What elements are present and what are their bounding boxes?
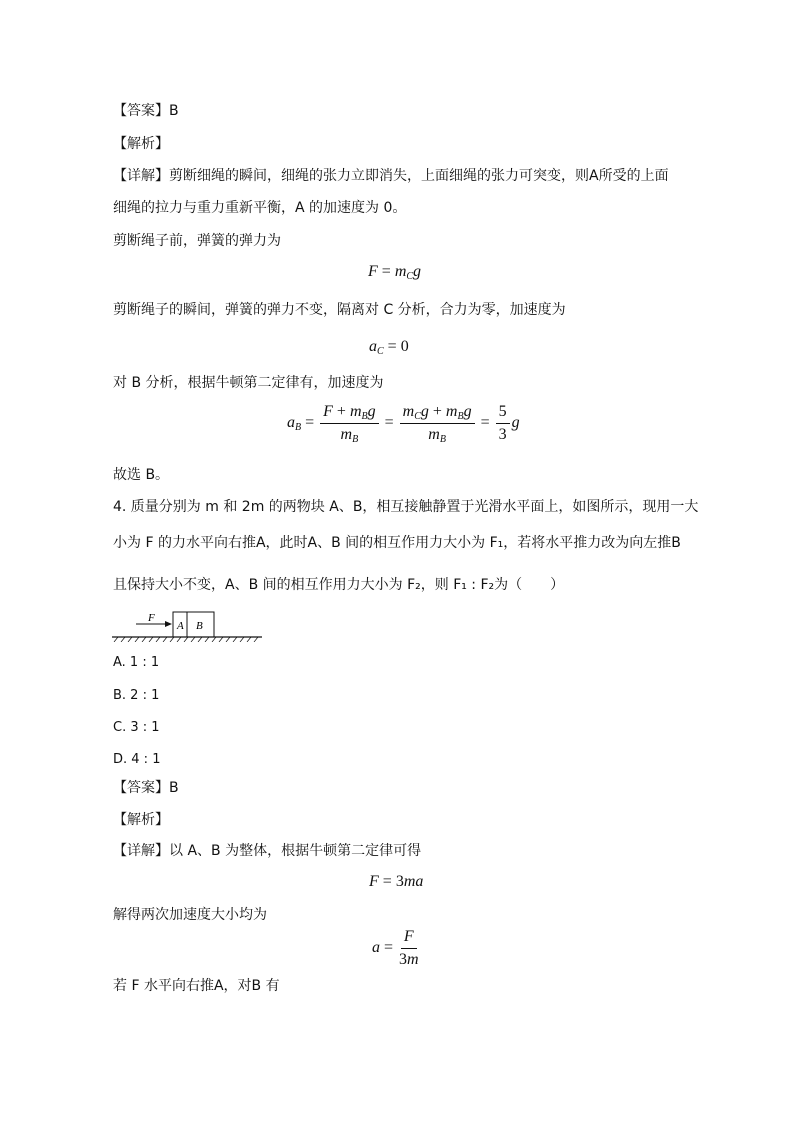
paragraph: 若 F 水平向右推A，对B 有: [113, 978, 280, 994]
analysis-tag: 【解析】: [113, 812, 169, 828]
paragraph: 解得两次加速度大小均为: [113, 907, 267, 923]
formula-f-3ma: F = 3ma: [369, 873, 424, 890]
question-line: 且保持大小不变，A、B 间的相互作用力大小为 F₂，则 F₁ : F₂为（ ）: [113, 577, 565, 593]
paragraph: 对 B 分析，根据牛顿第二定律有，加速度为: [113, 375, 384, 391]
detail-line-1: [113, 166, 669, 186]
answer-tag: 【答案】: [113, 780, 169, 796]
question-line: 小为 F 的力水平向右推A，此时A、B 间的相互作用力大小为 F₁，若将水平推力改为向左推B: [113, 535, 681, 551]
blocks-diagram: [112, 608, 262, 642]
paragraph: 故选 B。: [113, 467, 170, 483]
formula-ac: $a_C = 0$: [369, 338, 409, 357]
answer-line-1: [113, 101, 179, 121]
option-c: C. 3 : 1: [113, 720, 160, 735]
detail-tag: 【详解】: [113, 168, 169, 184]
detail-text: 以 A、B 为整体，根据牛顿第二定律可得: [169, 843, 422, 859]
analysis-tag: 【解析】: [113, 136, 169, 152]
arrow-head: [165, 621, 172, 627]
option-a: A. 1 : 1: [113, 655, 160, 670]
detail-line-2: [113, 841, 421, 861]
detail-text: 剪断细绳的瞬间，细绳的张力立即消失，上面细绳的张力可突变，则A所受的上面: [169, 168, 669, 184]
paragraph: 剪断绳子的瞬间，弹簧的弹力不变，隔离对 C 分析，合力为零，加速度为: [113, 302, 566, 318]
formula-a: a = $\frac{F}{3m}$: [372, 928, 419, 968]
answer-value: B: [169, 103, 179, 119]
paragraph: 细绳的拉力与重力重新平衡，A 的加速度为 0。: [113, 200, 407, 216]
question-line: 4. 质量分别为 m 和 2m 的两物块 A、B，相互接触静置于光滑水平面上，如图所示，现用一大: [113, 499, 699, 515]
formula-spring-force: $F = m_Cg$: [368, 263, 422, 282]
force-label: F: [148, 612, 155, 624]
label-b: B: [196, 620, 203, 632]
answer-value: B: [169, 780, 179, 796]
paragraph: 剪断绳子前，弹簧的弹力为: [113, 233, 281, 249]
label-a: A: [177, 620, 184, 632]
detail-tag: 【详解】: [113, 843, 169, 859]
option-d: D. 4 : 1: [113, 752, 161, 767]
answer-line-2: [113, 778, 179, 798]
formula-ab: $a_B$ = $\frac{F + m_Bg}{m_B}$ = $\frac{m_Cg + m_Bg}{m_B}$ = $\frac{5}{3}$ g: [287, 403, 520, 445]
answer-tag: 【答案】: [113, 103, 169, 119]
option-b: B. 2 : 1: [113, 688, 160, 703]
